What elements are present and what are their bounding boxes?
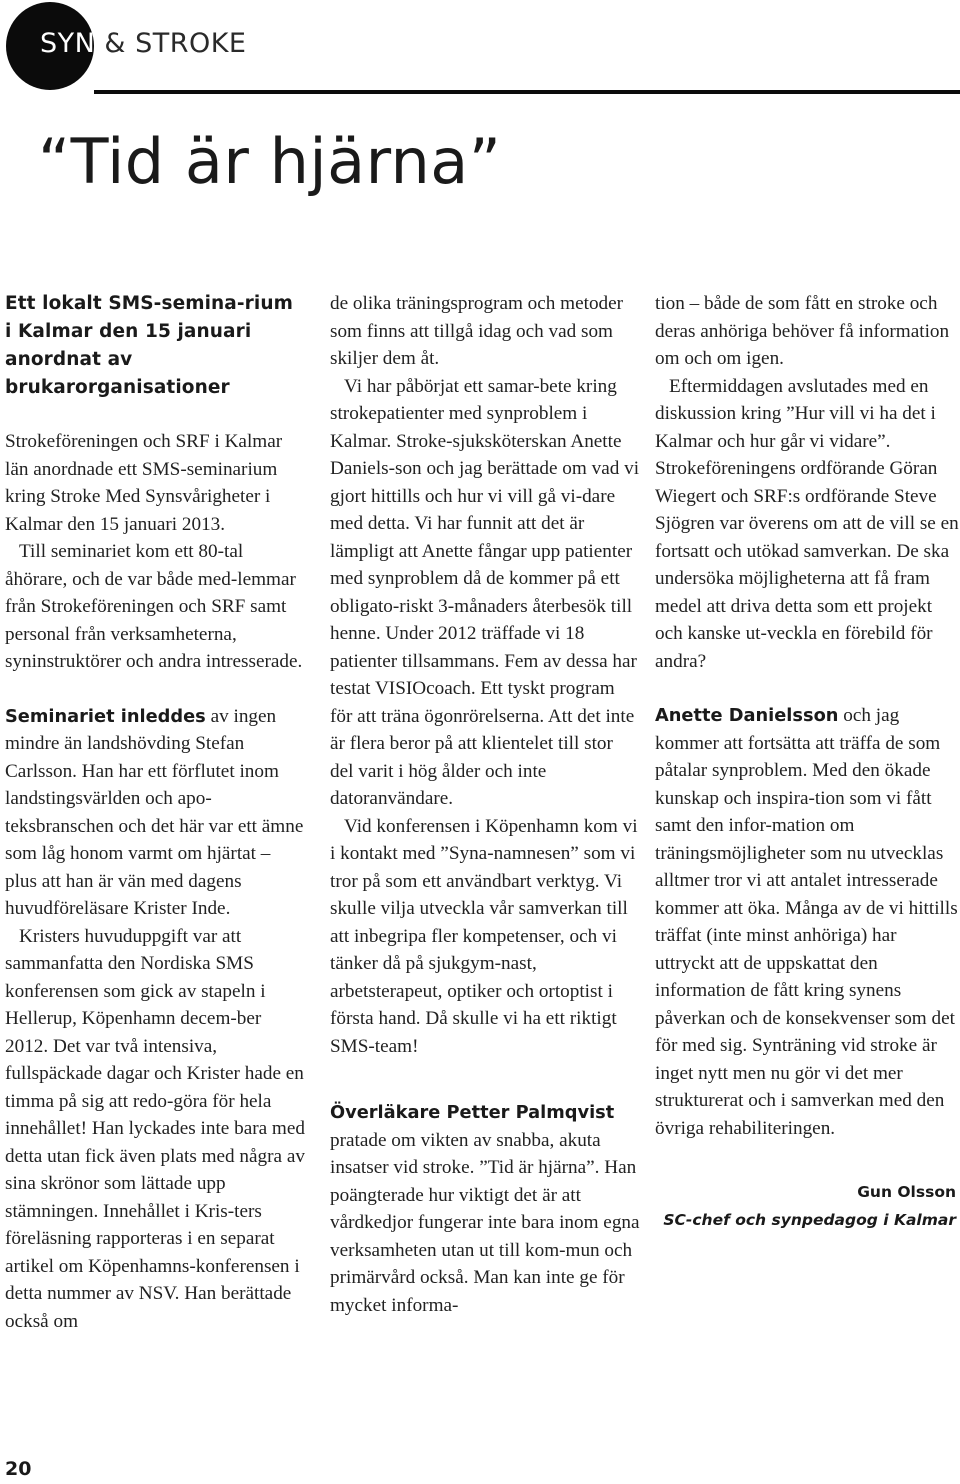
article-title: “Tid är hjärna” (38, 125, 502, 198)
paragraph-keyword: Överläkare Petter Palmqvist (330, 1102, 615, 1123)
paragraph (330, 1099, 640, 1319)
author-name: Gun Olsson (857, 1183, 956, 1201)
paragraph: Till seminariet kom ett 80-tal åhörare, och de var både med-lemmar från Strokeföreningen och SRF samt personal från verksamheterna, syninstruktörer och andra intresserade. (5, 541, 303, 672)
paragraph: Kristers huvuduppgift var att sammanfatta den Nordiska SMS konferensen som gick av stapeln i Hellerup, Köpenhamn decem-ber 2012. Det var två intensiva, fullspäckade dagar och Krister hade en timma på sig att redo-göra för hela innehållet! Han lyckades inte bara med detta utan fick även plats med några av sina skrönor som lättade upp stämningen. Innehållet i Kris-ters föreläsning rapporteras i en separat artikel om Köpenhamns-konferensen i detta nummer av NSV. Han berättade också om (5, 925, 305, 1332)
paragraph-text: pratade om vikten av snabba, akuta insatser vid stroke. ”Tid är hjärna”. Han poängterade hur viktigt det är att vårdkedjor fungerar inte bara inom egna verksamheten utan ut till kom-mun och primärvård också. Man kan inte ge för mycket informa- (330, 1129, 640, 1316)
paragraph: Eftermiddagen avslutades med en diskussion kring ”Hur vill vi ha det i Kalmar och hur går vi vidare”. Strokeföreningens ordförande Göran Wiegert och SRF:s ordförande Steve Sjögren var överens om att de vill se en fortsatt och utökad samverkan. De ska undersöka möjligheterna att få fram medel att driva detta som ett projekt och kanske ut-veckla en förebild för andra? (655, 375, 959, 672)
article-lead: Ett lokalt SMS-semina-rium i Kalmar den 15 januari anordnat av brukarorganisationer (5, 293, 293, 398)
section-label (40, 26, 246, 62)
paragraph (655, 702, 960, 1142)
paragraph: Vi har påbörjat ett samar-bete kring strokepatienter med synproblem i Kalmar. Stroke-sjuksköterskan Anette Daniels-son och jag berättade om vad vi gjort hittills och hur vi vill gå vi-dare med detta. Vi har funnit att det är lämpligt att Anette fångar upp patienter med synproblem då de kommer på ett obligato-riskt 3-månaders återbesök till henne. Under 2012 träffade vi 18 patienter tillsammans. Fem av dessa har testat VISIOcoach. Ett tyskt program för att träna ögonrörelserna. Att det inte är flera beror på att klientelet till stor del varit i hög ålder och inte datoranvändare. (330, 375, 640, 809)
paragraph-keyword: Anette Danielsson (655, 705, 839, 726)
page-number: 20 (5, 1458, 32, 1480)
section-label-part-2: & STROKE (95, 28, 247, 59)
paragraph: tion – både de som fått en stroke och deras anhöriga behöver få information om och om igen. (655, 293, 950, 369)
paragraph-text: av ingen mindre än landshövding Stefan Carlsson. Han har ett förflutet inom landstingsvärlden och apo-teksbranschen och det här var ett ämne som låg honom varmt om hjärtat – plus att han är vän med dagens huvudföreläsare Krister Inde. (5, 705, 304, 919)
section-header (0, 0, 960, 90)
paragraph-keyword: Seminariet inleddes (5, 705, 206, 727)
author-role: SC-chef och synpedagog i Kalmar (663, 1211, 956, 1229)
paragraph-text: och jag kommer att fortsätta att träffa de som påtalar synproblem. Med den ökade kunskap och inspira-tion som vi fått samt den infor-mation om träningsmöjligheter som nu utvecklas alltmer tror vi att antalet intresserade kommer att öka. Många av de vi hittills träffat (inte minst anhöriga) har uttryckt att de uppskattat den information de fått kring synens påverkan och de konsekvenser som det för med sig. Synträning vid stroke är inget nytt men nu gör vi det mer strukturerat och i samverkan med den övriga rehabiliteringen. (655, 705, 958, 1139)
article-column-2 (330, 290, 640, 1319)
paragraph (5, 703, 305, 923)
article-column-1 (5, 290, 305, 1335)
paragraph: Vid konferensen i Köpenhamn kom vi i kontakt med ”Syna-namnesen” som vi tror på som ett användbart verktyg. Vi skulle vilja utveckla vår samverkan till att inbegripa fler kompetenser, och vi tänker då på sjukgym-nast, arbetsterapeut, optiker och ortoptist i första hand. Då skulle vi ha ett riktigt SMS-team! (330, 815, 638, 1057)
paragraph: Strokeföreningen och SRF i Kalmar län anordnade ett SMS-seminarium kring Stroke Med Synsvårigheter i Kalmar den 15 januari 2013. (5, 431, 283, 535)
paragraph: de olika träningsprogram och metoder som finns att tillgå idag och vad som skiljer dem åt. (330, 293, 624, 369)
author-signature (655, 1178, 960, 1234)
article-column-3 (655, 290, 960, 1234)
header-rule (94, 90, 960, 94)
section-label-part-1: SYN (40, 28, 96, 59)
